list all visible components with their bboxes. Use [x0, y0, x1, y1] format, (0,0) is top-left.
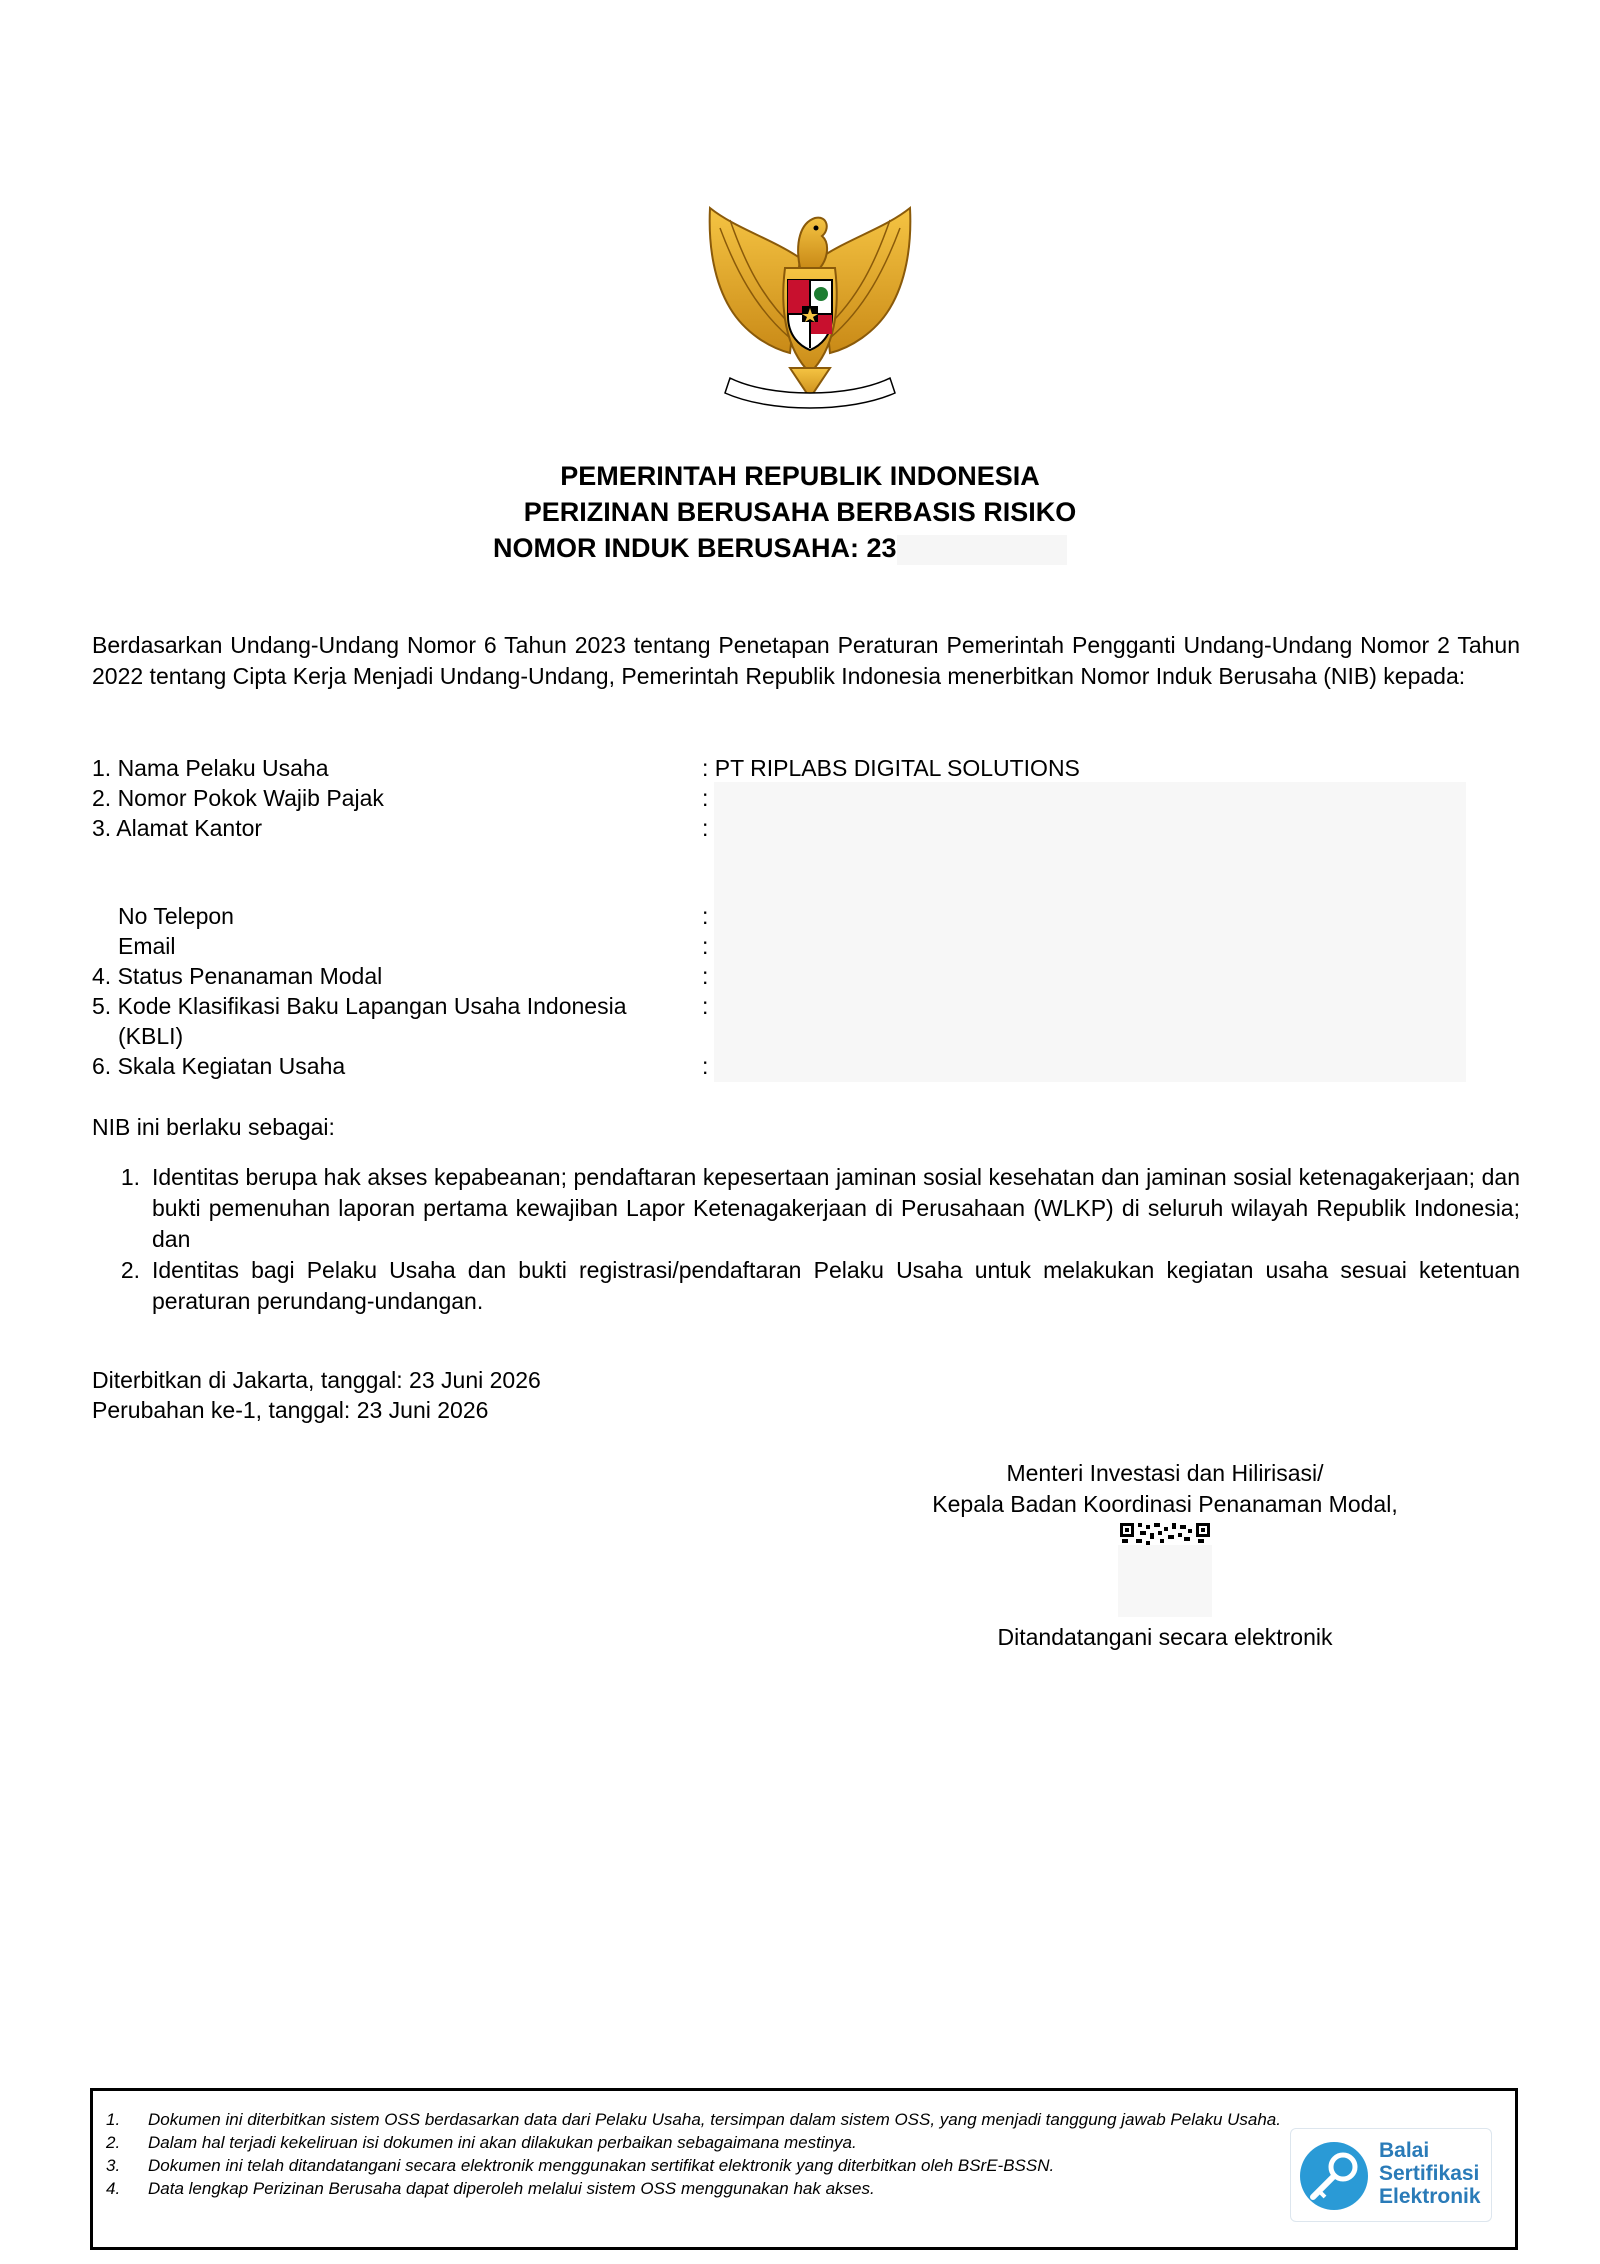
header-line-2: PERIZINAN BERUSAHA BERBASIS RISIKO [523, 497, 1077, 527]
header-line-1: PEMERINTAH REPUBLIK INDONESIA [560, 461, 1040, 491]
berlaku-list [92, 1162, 1520, 1317]
nib-number-line [493, 530, 1067, 566]
issued-info [92, 1365, 541, 1425]
footer-note-number: 3. [106, 2156, 121, 2175]
nib-redacted-block [897, 535, 1067, 565]
field-kbli-label: 5. Kode Klasifikasi Baku Lapangan Usaha Indonesia [92, 993, 627, 1019]
list-item [92, 1162, 1520, 1255]
footer-note-number: 4. [106, 2179, 121, 2198]
field-status-colon: : [702, 963, 709, 989]
intro-paragraph: Berdasarkan Undang-Undang Nomor 6 Tahun 2023 tentang Penetapan Peraturan Pemerintah Pengganti Undang-Undang Nomor 2 Tahun 2022 tentang Cipta Kerja Menjadi Undang-Undang, Pemerintah Republik Indonesia menerbitkan Nomor Induk Berusaha (NIB) kepada: [92, 632, 1520, 689]
list-item-text: Identitas berupa hak akses kepabeanan; pendaftaran kepesertaan jaminan sosial kesehatan dan jaminan sosial ketenagakerjaan; dan bukti pemenuhan laporan pertama kewajiban Lapor Ketenagakerjaan di Perusahaan (WLKP) di seluruh wilayah Republik Indonesia; dan [152, 1164, 1520, 1252]
field-alamat-colon: : [702, 815, 709, 841]
footer-note [106, 2108, 1286, 2131]
field-telepon-label: No Telepon [118, 903, 234, 929]
footer-note [106, 2177, 1286, 2200]
signatory-title-1: Menteri Investasi dan Hilirisasi/ [1006, 1460, 1324, 1486]
revision-date: Perubahan ke-1, tanggal: 23 Juni 2026 [92, 1397, 489, 1423]
footer-note-text: Dokumen ini telah ditandatangani secara elektronik menggunakan sertifikat elektronik yang diterbitkan oleh BSrE-BSSN. [148, 2156, 1055, 2175]
field-nama-value: : PT RIPLABS DIGITAL SOLUTIONS [702, 755, 1080, 781]
footer-note [106, 2131, 1286, 2154]
bsre-line-1: Balai [1379, 2139, 1430, 2162]
qr-redacted-block [1118, 1545, 1212, 1617]
list-item-text: Identitas bagi Pelaku Usaha dan bukti registrasi/pendaftaran Pelaku Usaha untuk melakukan kegiatan usaha sesuai ketentuan peraturan perundang-undangan. [152, 1257, 1520, 1314]
issued-date: Diterbitkan di Jakarta, tanggal: 23 Juni 2026 [92, 1367, 541, 1393]
list-item [92, 1255, 1520, 1317]
field-alamat-label: 3. Alamat Kantor [92, 815, 263, 841]
footer-note-text: Data lengkap Perizinan Berusaha dapat diperoleh melalui sistem OSS menggunakan hak akses. [148, 2179, 875, 2198]
signatory-title-2: Kepala Badan Koordinasi Penanaman Modal, [932, 1491, 1398, 1517]
bsre-line-2: Sertifikasi [1379, 2162, 1480, 2185]
field-npwp-colon: : [702, 785, 709, 811]
field-telepon-colon: : [702, 903, 709, 929]
signatory-block [880, 1458, 1450, 1520]
footer-note-number: 1. [106, 2110, 121, 2129]
bsre-key-icon [1297, 2139, 1371, 2213]
field-npwp-label: 2. Nomor Pokok Wajib Pajak [92, 785, 384, 811]
footer-note-number: 2. [106, 2133, 121, 2152]
berlaku-title: NIB ini berlaku sebagai: [92, 1114, 335, 1140]
redacted-field-values [714, 782, 1466, 1082]
field-email-colon: : [702, 933, 709, 959]
field-skala-colon: : [702, 1053, 709, 1079]
bsre-logo-text [1379, 2139, 1481, 2208]
footer-note-text: Dalam hal terjadi kekeliruan isi dokumen ini akan dilakukan perbaikan sebagaimana mestinya. [148, 2133, 857, 2152]
field-email-label: Email [118, 933, 176, 959]
bsre-line-3: Elektronik [1379, 2185, 1481, 2208]
field-status-label: 4. Status Penanaman Modal [92, 963, 383, 989]
list-item-number: 2. [120, 1257, 140, 1283]
garuda-emblem-icon [690, 198, 930, 428]
electronic-signature-note: Ditandatangani secara elektronik [997, 1624, 1333, 1650]
field-kbli-colon: : [702, 993, 709, 1019]
field-nama-label: 1. Nama Pelaku Usaha [92, 755, 329, 781]
list-item-number: 1. [120, 1164, 140, 1190]
footer-note-text: Dokumen ini diterbitkan sistem OSS berdasarkan data dari Pelaku Usaha, tersimpan dalam sistem OSS, yang menjadi tanggung jawab Pelaku Usaha. [148, 2110, 1281, 2129]
field-skala-label: 6. Skala Kegiatan Usaha [92, 1053, 346, 1079]
footer-notes [106, 2108, 1286, 2200]
bsre-logo [1290, 2128, 1492, 2222]
nib-label: NOMOR INDUK BERUSAHA: 23 [493, 533, 897, 563]
field-kbli-label-2: (KBLI) [118, 1023, 184, 1049]
footer-note [106, 2154, 1286, 2177]
